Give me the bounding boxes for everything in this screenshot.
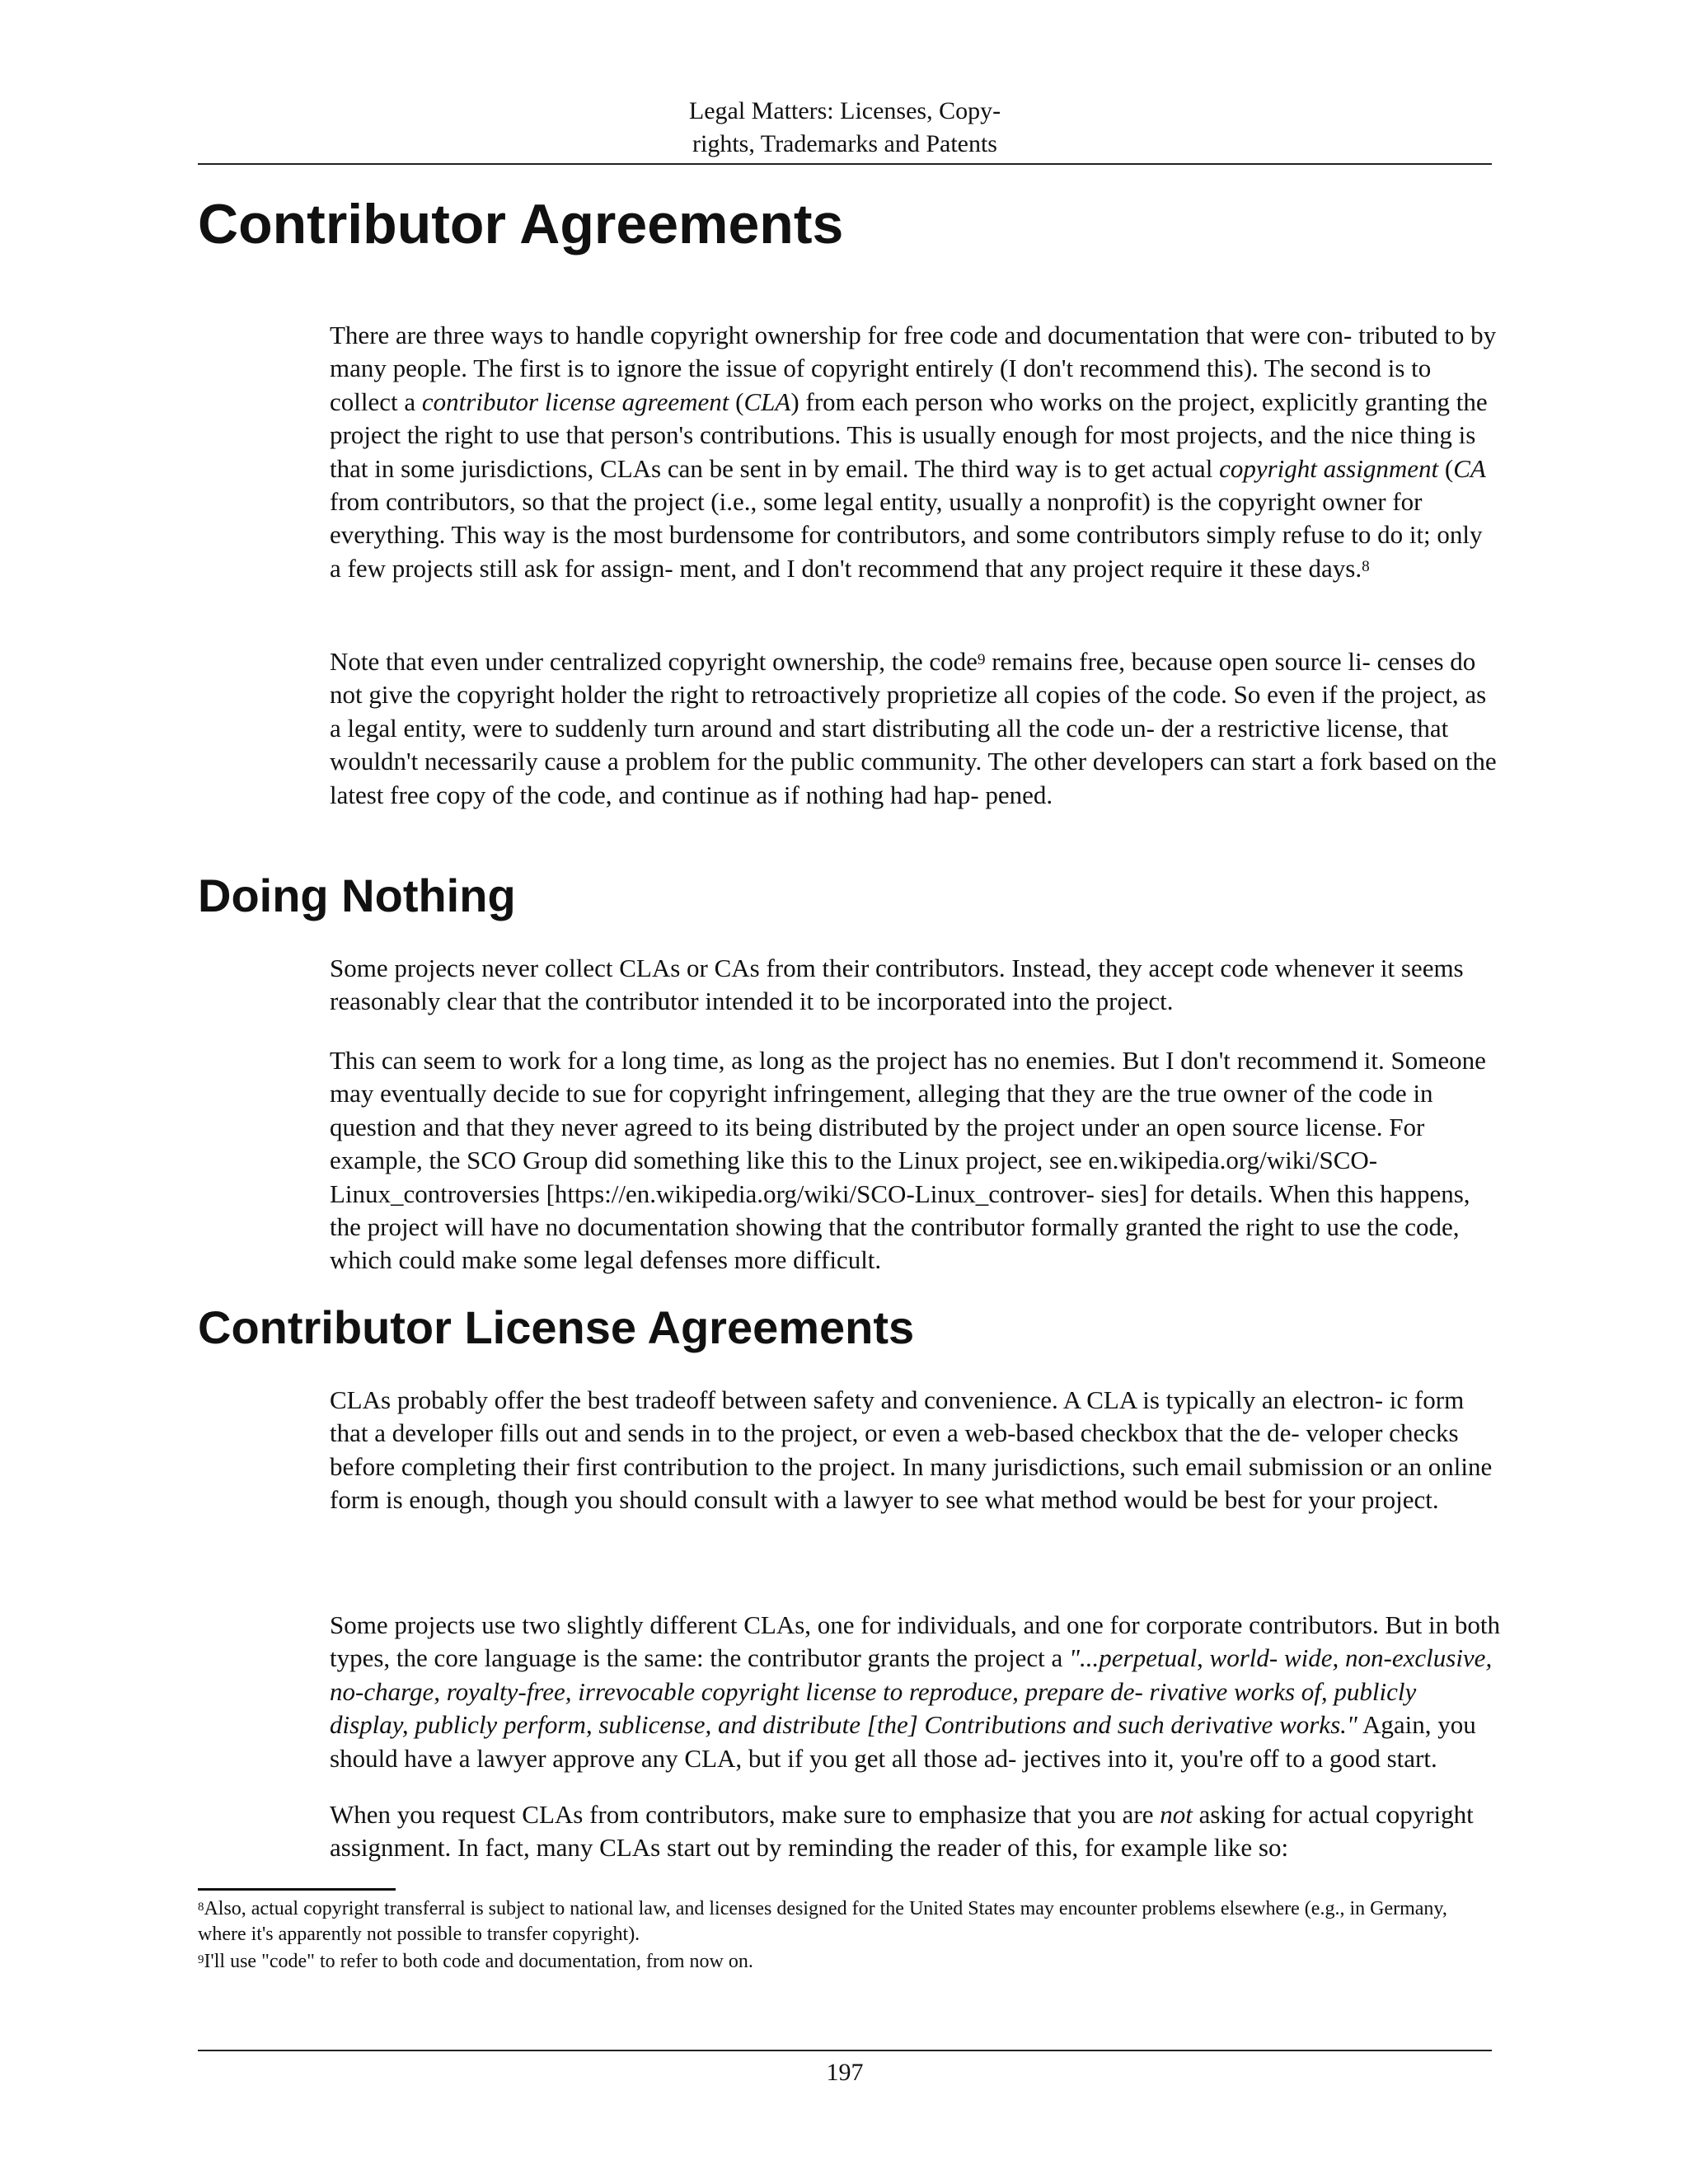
text-run: from contributors, so that the project (i.e., some legal entity, usually a nonprofit) is the copyright owner for everything. This way is the most burdensome for contributors, and some contributors simply refuse to do it; only a few projects still ask for assign- ment, and I don't recommend that any project require it these days. [330,487,1483,583]
footnote-number: 8 [198,1900,204,1914]
footnote-text: I'll use "code" to refer to both code and documentation, from now on. [204,1951,753,1972]
heading-doing-nothing: Doing Nothing [198,869,516,921]
footnote-ref-9[interactable]: 9 [977,651,986,669]
running-header-line-2: rights, Trademarks and Patents [692,130,997,157]
cla-paragraph-2 [330,1609,1500,1775]
term-ca: CA [1453,453,1486,483]
footnote-text: Also, actual copyright transferral is subject to national law, and licenses designed for the United States may encounter problems elsewhere (e.g., in Germany, where it's apparently not possible to transfer copyright). [198,1898,1447,1945]
cla-paragraph-3 [330,1798,1500,1865]
text-run: remains free, because open source li- censes do not give the copyright holder the right to retroactively proprietize all copies of the code. So even if the project, as a legal entity, were to suddenly turn around and start distributing all the code un- der a restrictive license, that wouldn't necessarily cause a problem for the public community. The other developers can start a fork based on the latest free copy of the code, and continue as if nothing had hap- pened. [330,647,1497,809]
emphasis-not: not [1160,1800,1193,1829]
term-cla-full: contributor license agreement [421,387,729,416]
text-run: asking for actual copyright assignment. In fact, many CLAs start out by reminding the reader of this, for example like so: [330,1800,1474,1863]
section-title: Contributor Agreements [198,193,844,255]
text-run: There are three ways to handle copyright ownership for free code and documentation that were con- tributed to by many people. The first is to ignore the issue of copyright entirely (I don't recommend this). The second is to collect a [330,321,1497,416]
heading-contributor-license-agreements: Contributor License Agreements [198,1301,915,1353]
doing-nothing-paragraph-1: Some projects never collect CLAs or CAs from their contributors. Instead, they accept code whenever it seems reasonably clear that the contributor intended it to be incorporated into the project. [330,954,1464,1016]
footnote-number: 9 [198,1952,204,1966]
page-number: 197 [826,2059,864,2086]
footnote-9 [198,1949,1500,1975]
header-rule [198,163,1492,165]
text-run: Note that even under centralized copyright ownership, the code [330,647,978,676]
text-run: ( [729,387,744,416]
text-run: Again, you should have a lawyer approve any CLA, but if you get all those ad- jectives into it, you're off to a good start. [330,1710,1476,1773]
text-run: ( [1438,453,1454,483]
footnote-8 [198,1896,1500,1947]
text-run: When you request CLAs from contributors, make sure to emphasize that you are [330,1800,1160,1829]
intro-paragraph-1 [330,319,1500,585]
text-run: ) from each person who works on the project, explicitly granting the project the right to use that person's contributions. This is usually enough for most projects, and the nice thing is that in some jurisdictions, CLAs can be sent in by email. The third way is to get actual [330,387,1488,483]
cla-license-quote: "...perpetual, world- wide, non-exclusive, no-charge, royalty-free, irrevocable copyright license to reproduce, prepare de- rivative works of, publicly display, publicly perform, sublicense, and distribute [the] Contributions and such derivative works." [330,1643,1493,1740]
term-ca-full: copyright assignment [1219,453,1439,483]
footer-rule [198,2050,1492,2051]
footnote-separator [198,1888,396,1891]
footnote-ref-8[interactable]: 8 [1362,558,1370,576]
doing-nothing-paragraph-2: This can seem to work for a long time, as long as the project has no enemies. But I don't recommend it. Someone may eventually decide to sue for copyright infringement, alleging that they are the true owner of the code in question and that they never agreed to its being distributed by the project under an open source license. For example, the SCO Group did something like this to the Linux project, see en.wikipedia.org/wiki/SCO-Linux_controversies [https://en.wikipedia.org/wiki/SCO-Linux_controver- sies] for details. When this happens, the project will have no documentation showing that the contributor formally granted the right to use the code, which could make some legal defenses more difficult. [330,1046,1486,1275]
text-run: Some projects use two slightly different CLAs, one for individuals, and one for corporate contributors. But in both types, the core language is the same: the contributor grants the project a [330,1610,1501,1673]
running-header [198,95,1492,161]
cla-paragraph-1: CLAs probably offer the best tradeoff between safety and convenience. A CLA is typically an electron- ic form that a developer fills out and sends in to the project, or even a web-based checkbox that the de- veloper checks before completing their first contribution to the project. In many jurisdictions, such email submission or an online form is enough, though you should consult with a lawyer to see what method would be best for your project. [330,1385,1493,1515]
running-header-line-1: Legal Matters: Licenses, Copy- [688,97,1001,124]
term-cla: CLA [743,387,791,416]
intro-paragraph-2 [330,645,1500,812]
